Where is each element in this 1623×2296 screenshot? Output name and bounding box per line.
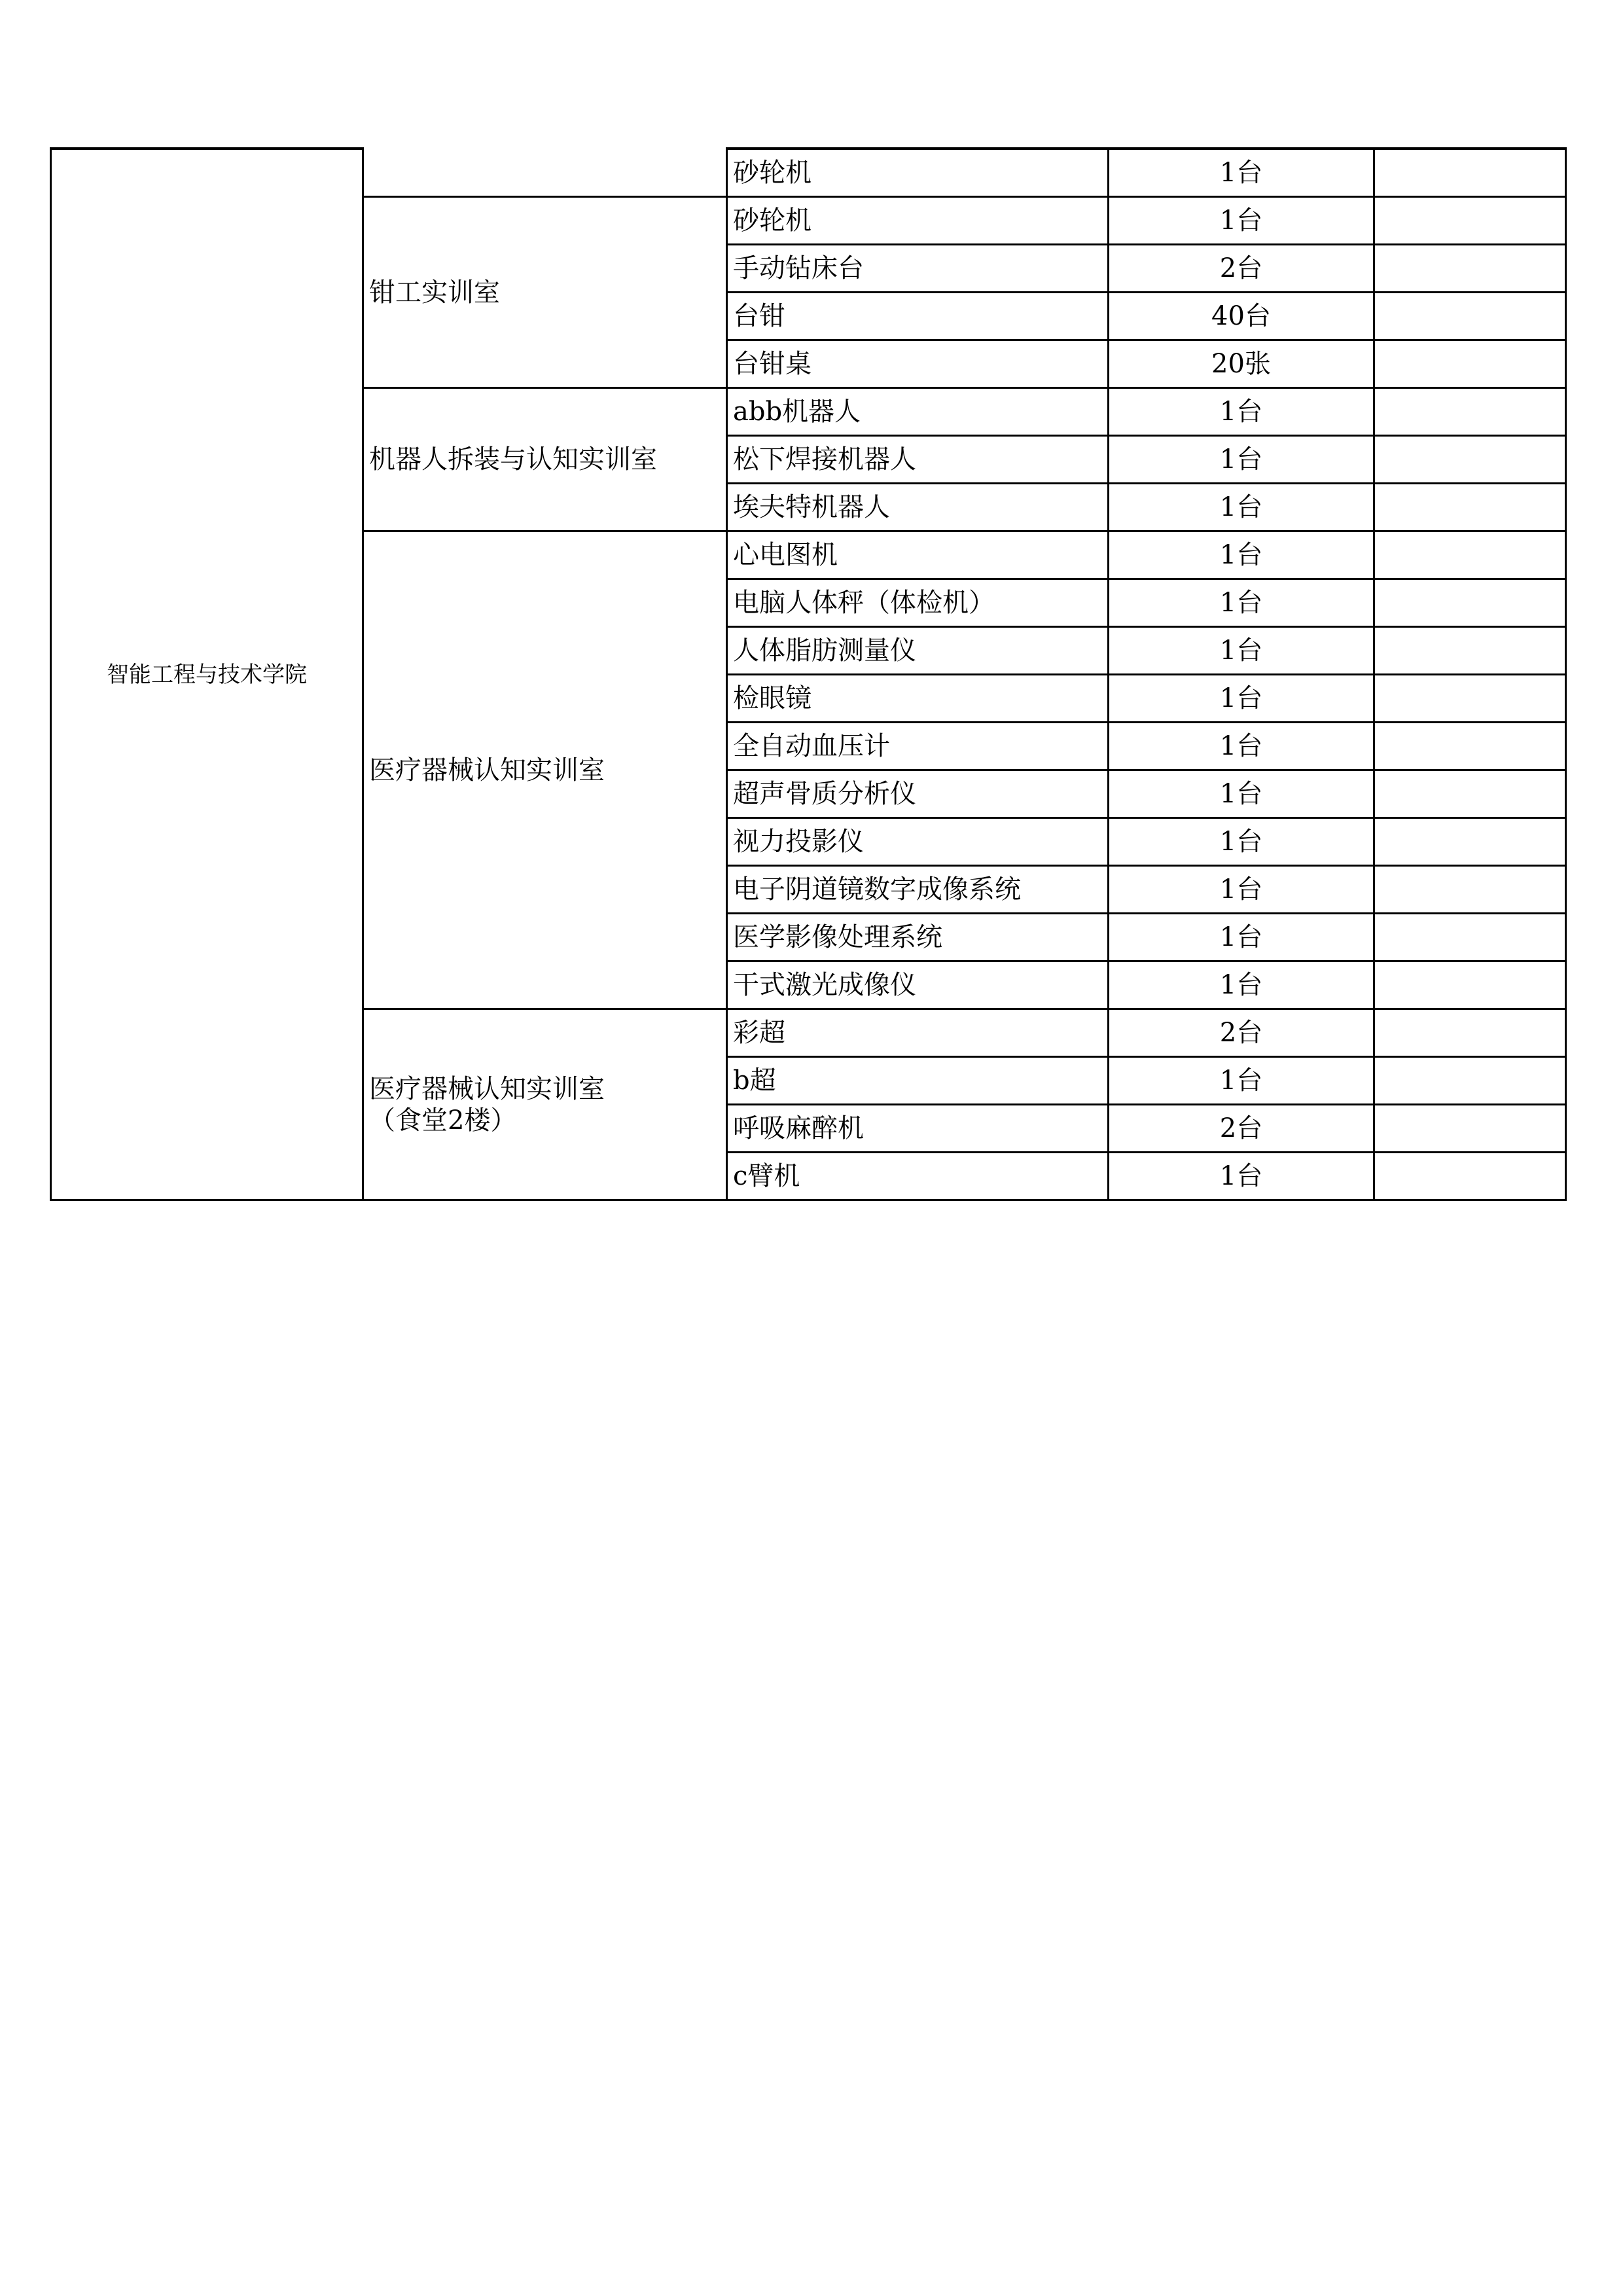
room-name: （食堂2楼） — [369, 1105, 517, 1136]
equipment-name-cell: 电子阴道镜数字成像系统 — [727, 866, 1109, 914]
remark-cell — [1374, 484, 1566, 531]
equipment-name-cell: 台钳 — [727, 293, 1109, 340]
equipment-name-cell: c臂机 — [727, 1153, 1109, 1200]
room-cell — [363, 1009, 727, 1200]
quantity-cell: 2台 — [1109, 1105, 1374, 1153]
quantity-cell: 1台 — [1109, 770, 1374, 818]
equipment-name-cell: 呼吸麻醉机 — [727, 1105, 1109, 1153]
remark-cell — [1374, 388, 1566, 436]
remark-cell — [1374, 866, 1566, 914]
equipment-name-cell: 心电图机 — [727, 531, 1109, 579]
equipment-name-cell: 全自动血压计 — [727, 723, 1109, 770]
equipment-name-cell: 电脑人体秤（体检机） — [727, 579, 1109, 627]
quantity-cell: 1台 — [1109, 627, 1374, 675]
quantity-cell: 1台 — [1109, 818, 1374, 866]
quantity-cell: 1台 — [1109, 436, 1374, 484]
quantity-cell: 1台 — [1109, 961, 1374, 1009]
quantity-cell: 1台 — [1109, 484, 1374, 531]
equipment-name-cell: abb机器人 — [727, 388, 1109, 436]
equipment-table-body — [51, 149, 1566, 1200]
remark-cell — [1374, 818, 1566, 866]
remark-cell — [1374, 914, 1566, 961]
quantity-cell: 1台 — [1109, 197, 1374, 245]
equipment-table — [50, 147, 1567, 1201]
remark-cell — [1374, 340, 1566, 388]
remark-cell — [1374, 1105, 1566, 1153]
remark-cell — [1374, 627, 1566, 675]
equipment-name-cell: 手动钻床台 — [727, 245, 1109, 293]
quantity-cell: 40台 — [1109, 293, 1374, 340]
equipment-name-cell: 干式激光成像仪 — [727, 961, 1109, 1009]
remark-cell — [1374, 293, 1566, 340]
quantity-cell: 1台 — [1109, 1153, 1374, 1200]
equipment-name-cell: 砂轮机 — [727, 197, 1109, 245]
quantity-cell: 1台 — [1109, 579, 1374, 627]
quantity-cell: 1台 — [1109, 675, 1374, 723]
equipment-name-cell: 视力投影仪 — [727, 818, 1109, 866]
remark-cell — [1374, 531, 1566, 579]
remark-cell — [1374, 197, 1566, 245]
remark-cell — [1374, 436, 1566, 484]
room-cell — [363, 531, 727, 1009]
quantity-cell: 1台 — [1109, 914, 1374, 961]
quantity-cell: 1台 — [1109, 866, 1374, 914]
equipment-name-cell: 医学影像处理系统 — [727, 914, 1109, 961]
room-name: 医疗器械认知实训室 — [369, 1073, 605, 1104]
department-cell: 智能工程与技术学院 — [51, 149, 363, 1200]
quantity-cell: 1台 — [1109, 531, 1374, 579]
remark-cell — [1374, 1057, 1566, 1105]
remark-cell — [1374, 245, 1566, 293]
quantity-cell: 20张 — [1109, 340, 1374, 388]
remark-cell — [1374, 579, 1566, 627]
equipment-name-cell: 人体脂肪测量仪 — [727, 627, 1109, 675]
remark-cell — [1374, 1153, 1566, 1200]
equipment-name-cell: 彩超 — [727, 1009, 1109, 1057]
quantity-cell: 1台 — [1109, 388, 1374, 436]
remark-cell — [1374, 961, 1566, 1009]
room-name: 钳工实训室 — [369, 277, 500, 308]
room-name: 医疗器械认知实训室 — [369, 755, 605, 785]
remark-cell — [1374, 723, 1566, 770]
quantity-cell: 2台 — [1109, 245, 1374, 293]
room-name: 机器人拆装与认知实训室 — [369, 444, 657, 475]
equipment-name-cell: 超声骨质分析仪 — [727, 770, 1109, 818]
equipment-name-cell: 松下焊接机器人 — [727, 436, 1109, 484]
equipment-name-cell: 台钳桌 — [727, 340, 1109, 388]
equipment-name-cell: 埃夫特机器人 — [727, 484, 1109, 531]
room-cell — [363, 197, 727, 388]
room-cell — [363, 149, 727, 197]
remark-cell — [1374, 1009, 1566, 1057]
equipment-name-cell: b超 — [727, 1057, 1109, 1105]
quantity-cell: 1台 — [1109, 723, 1374, 770]
remark-cell — [1374, 770, 1566, 818]
quantity-cell: 1台 — [1109, 1057, 1374, 1105]
equipment-name-cell: 砂轮机 — [727, 149, 1109, 197]
quantity-cell: 2台 — [1109, 1009, 1374, 1057]
quantity-cell: 1台 — [1109, 149, 1374, 197]
equipment-name-cell: 检眼镜 — [727, 675, 1109, 723]
table-row — [51, 149, 1566, 197]
remark-cell — [1374, 149, 1566, 197]
room-cell — [363, 388, 727, 531]
remark-cell — [1374, 675, 1566, 723]
